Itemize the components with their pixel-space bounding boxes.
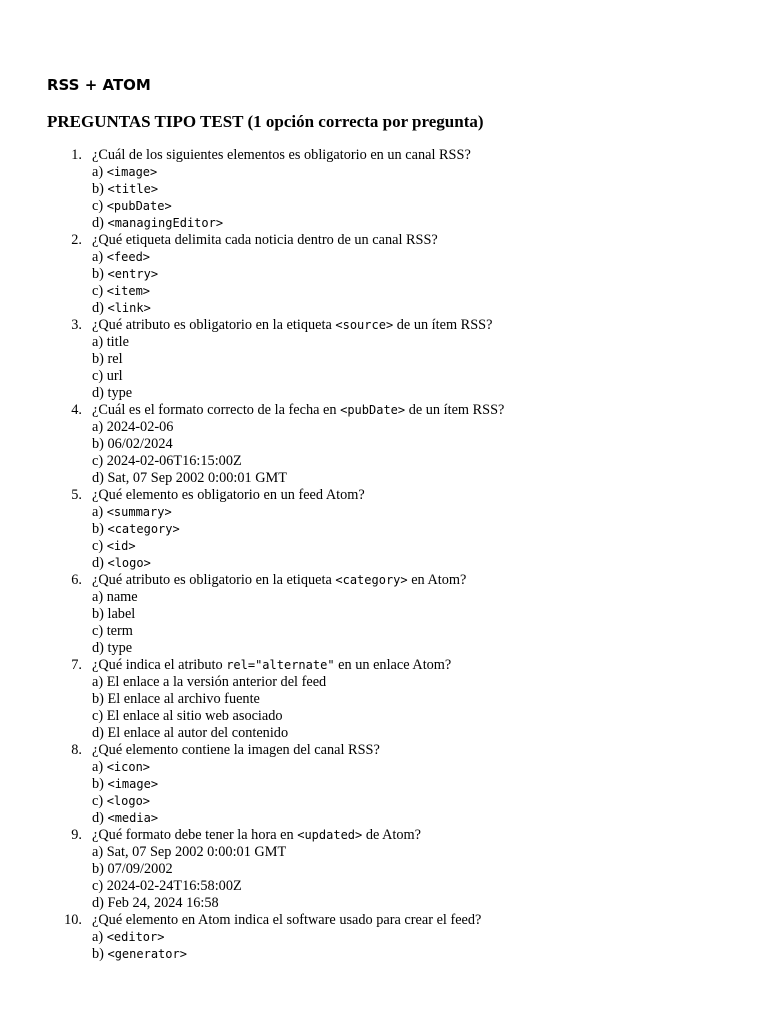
question-text <box>92 912 768 929</box>
answer-option <box>92 334 768 351</box>
option-text: <generator> <box>107 947 187 961</box>
option-letter: c) <box>92 368 107 384</box>
option-letter: a) <box>92 759 107 775</box>
question-item <box>0 912 768 963</box>
option-letter: a) <box>92 334 107 350</box>
answer-option <box>92 453 768 470</box>
option-letter: d) <box>92 215 108 231</box>
question-number: 7. <box>71 657 82 673</box>
option-letter: b) <box>92 691 108 707</box>
option-letter: d) <box>92 640 108 656</box>
option-letter: c) <box>92 538 107 554</box>
question-body <box>92 487 768 572</box>
answer-option <box>92 283 768 300</box>
option-text: <logo> <box>106 794 151 808</box>
question-text <box>92 572 768 589</box>
option-letter: b) <box>92 946 108 962</box>
answer-option <box>92 555 768 572</box>
option-letter: a) <box>92 929 107 945</box>
answer-option <box>92 436 768 453</box>
option-letter: a) <box>92 249 107 265</box>
question-code-fragment: <pubDate> <box>340 403 406 417</box>
option-text: 07/09/2002 <box>107 861 173 877</box>
question-text <box>92 487 768 504</box>
question-item <box>0 572 768 657</box>
option-letter: b) <box>92 351 108 367</box>
question-number: 4. <box>71 402 82 418</box>
question-text-fragment: ¿Qué formato debe tener la hora en <box>92 827 298 843</box>
option-letter: b) <box>92 521 108 537</box>
answer-option <box>92 521 768 538</box>
answer-option <box>92 266 768 283</box>
question-code-fragment: <category> <box>335 573 408 587</box>
question-text-fragment: en Atom? <box>407 572 467 588</box>
answer-option <box>92 538 768 555</box>
question-text-fragment: ¿Qué elemento contiene la imagen del canal RSS? <box>92 742 380 758</box>
option-text: <entry> <box>107 267 159 281</box>
option-letter: a) <box>92 589 107 605</box>
option-text: <image> <box>106 165 158 179</box>
question-text <box>92 402 768 419</box>
option-letter: d) <box>92 895 108 911</box>
option-letter: b) <box>92 776 108 792</box>
answer-option <box>92 929 768 946</box>
question-text-fragment: ¿Cuál de los siguientes elementos es obligatorio en un canal RSS? <box>92 147 471 163</box>
question-text <box>92 657 768 674</box>
option-text: El enlace al archivo fuente <box>107 691 260 707</box>
option-letter: c) <box>92 878 107 894</box>
option-letter: a) <box>92 844 107 860</box>
answer-option <box>92 861 768 878</box>
question-body <box>92 742 768 827</box>
answer-option <box>92 793 768 810</box>
option-letter: a) <box>92 504 107 520</box>
question-number: 9. <box>71 827 82 843</box>
option-text: El enlace al sitio web asociado <box>106 708 283 724</box>
question-item <box>0 827 768 912</box>
question-body <box>92 572 768 657</box>
option-letter: b) <box>92 436 108 452</box>
answer-option <box>92 215 768 232</box>
answer-option <box>92 708 768 725</box>
question-body <box>92 827 768 912</box>
question-text-fragment: ¿Qué atributo es obligatorio en la etiqueta <box>92 317 336 333</box>
option-letter: b) <box>92 861 108 877</box>
option-text: <feed> <box>106 250 151 264</box>
option-text: 06/02/2024 <box>107 436 173 452</box>
answer-option <box>92 504 768 521</box>
option-letter: c) <box>92 793 107 809</box>
option-letter: d) <box>92 300 108 316</box>
question-text <box>92 827 768 844</box>
question-text-fragment: ¿Cuál es el formato correcto de la fecha en <box>92 402 341 418</box>
option-text: title <box>106 334 129 350</box>
question-text <box>92 232 768 249</box>
question-text-fragment: ¿Qué elemento en Atom indica el software usado para crear el feed? <box>92 912 482 928</box>
answer-option <box>92 878 768 895</box>
option-letter: b) <box>92 266 108 282</box>
answer-option <box>92 351 768 368</box>
option-text: type <box>107 385 133 401</box>
question-number: 8. <box>71 742 82 758</box>
answer-option <box>92 300 768 317</box>
option-text: url <box>106 368 123 384</box>
option-text: <item> <box>106 284 151 298</box>
option-text: 2024-02-06 <box>106 419 174 435</box>
answer-option <box>92 470 768 487</box>
option-letter: c) <box>92 198 107 214</box>
question-body <box>92 147 768 232</box>
section-title: PREGUNTAS TIPO TEST (1 opción correcta por pregunta) <box>47 112 484 131</box>
question-body <box>92 402 768 487</box>
option-letter: c) <box>92 623 107 639</box>
question-item <box>0 487 768 572</box>
option-text: <id> <box>106 539 136 553</box>
question-text-fragment: en un enlace Atom? <box>334 657 452 673</box>
option-text: <category> <box>107 522 180 536</box>
option-letter: d) <box>92 385 108 401</box>
question-body <box>92 317 768 402</box>
option-text: <logo> <box>107 556 151 570</box>
question-code-fragment: rel="alternate" <box>226 658 335 672</box>
question-number: 10. <box>64 912 82 928</box>
answer-option <box>92 164 768 181</box>
question-text-fragment: ¿Qué indica el atributo <box>92 657 227 673</box>
option-text: El enlace al autor del contenido <box>107 725 289 741</box>
option-text: <icon> <box>106 760 151 774</box>
answer-option <box>92 198 768 215</box>
option-text: rel <box>107 351 123 367</box>
option-letter: b) <box>92 606 108 622</box>
question-item <box>0 232 768 317</box>
answer-option <box>92 810 768 827</box>
answer-option <box>92 606 768 623</box>
question-text <box>92 317 768 334</box>
option-text: type <box>107 640 133 656</box>
option-text: <title> <box>107 182 159 196</box>
answer-option <box>92 946 768 963</box>
question-text-fragment: de un ítem RSS? <box>405 402 505 418</box>
question-item <box>0 147 768 232</box>
answer-option <box>92 249 768 266</box>
question-number: 1. <box>71 147 82 163</box>
answer-option <box>92 589 768 606</box>
answer-option <box>92 623 768 640</box>
option-text: label <box>107 606 136 622</box>
option-text: 2024-02-06T16:15:00Z <box>106 453 242 469</box>
question-text-fragment: ¿Qué etiqueta delimita cada noticia dentro de un canal RSS? <box>92 232 438 248</box>
answer-option <box>92 759 768 776</box>
question-code-fragment: <updated> <box>297 828 363 842</box>
option-letter: a) <box>92 164 107 180</box>
option-letter: d) <box>92 470 108 486</box>
option-letter: d) <box>92 555 108 571</box>
option-letter: a) <box>92 419 107 435</box>
option-letter: d) <box>92 725 108 741</box>
document-title: RSS + ATOM <box>47 76 151 94</box>
question-body <box>92 232 768 317</box>
question-code-fragment: <source> <box>335 318 394 332</box>
option-text: <link> <box>107 301 151 315</box>
answer-option <box>92 640 768 657</box>
question-number: 3. <box>71 317 82 333</box>
question-text-fragment: ¿Qué atributo es obligatorio en la etiqueta <box>92 572 336 588</box>
option-text: 2024-02-24T16:58:00Z <box>106 878 242 894</box>
question-text <box>92 742 768 759</box>
question-item <box>0 742 768 827</box>
option-text: El enlace a la versión anterior del feed <box>106 674 327 690</box>
answer-option <box>92 385 768 402</box>
question-number: 2. <box>71 232 82 248</box>
question-body <box>92 657 768 742</box>
option-letter: c) <box>92 283 107 299</box>
question-list <box>0 147 768 963</box>
answer-option <box>92 844 768 861</box>
option-text: <editor> <box>106 930 165 944</box>
answer-option <box>92 691 768 708</box>
option-text: <media> <box>107 811 159 825</box>
answer-option <box>92 776 768 793</box>
answer-option <box>92 181 768 198</box>
answer-option <box>92 674 768 691</box>
question-body <box>92 912 768 963</box>
option-letter: c) <box>92 453 107 469</box>
option-text: Sat, 07 Sep 2002 0:00:01 GMT <box>107 470 287 486</box>
question-text-fragment: de un ítem RSS? <box>393 317 493 333</box>
answer-option <box>92 725 768 742</box>
option-text: Sat, 07 Sep 2002 0:00:01 GMT <box>106 844 287 860</box>
answer-option <box>92 419 768 436</box>
question-number: 5. <box>71 487 82 503</box>
option-text: <image> <box>107 777 159 791</box>
option-letter: b) <box>92 181 108 197</box>
answer-option <box>92 895 768 912</box>
option-text: term <box>106 623 133 639</box>
option-text: <summary> <box>106 505 172 519</box>
option-text: name <box>106 589 138 605</box>
option-text: Feb 24, 2024 16:58 <box>107 895 219 911</box>
option-letter: d) <box>92 810 108 826</box>
option-letter: a) <box>92 674 107 690</box>
question-number: 6. <box>71 572 82 588</box>
question-item <box>0 657 768 742</box>
question-item <box>0 317 768 402</box>
option-text: <managingEditor> <box>107 216 224 230</box>
question-text-fragment: de Atom? <box>362 827 422 843</box>
option-text: <pubDate> <box>106 199 172 213</box>
question-item <box>0 402 768 487</box>
question-text <box>92 147 768 164</box>
answer-option <box>92 368 768 385</box>
option-letter: c) <box>92 708 107 724</box>
question-text-fragment: ¿Qué elemento es obligatorio en un feed Atom? <box>92 487 365 503</box>
